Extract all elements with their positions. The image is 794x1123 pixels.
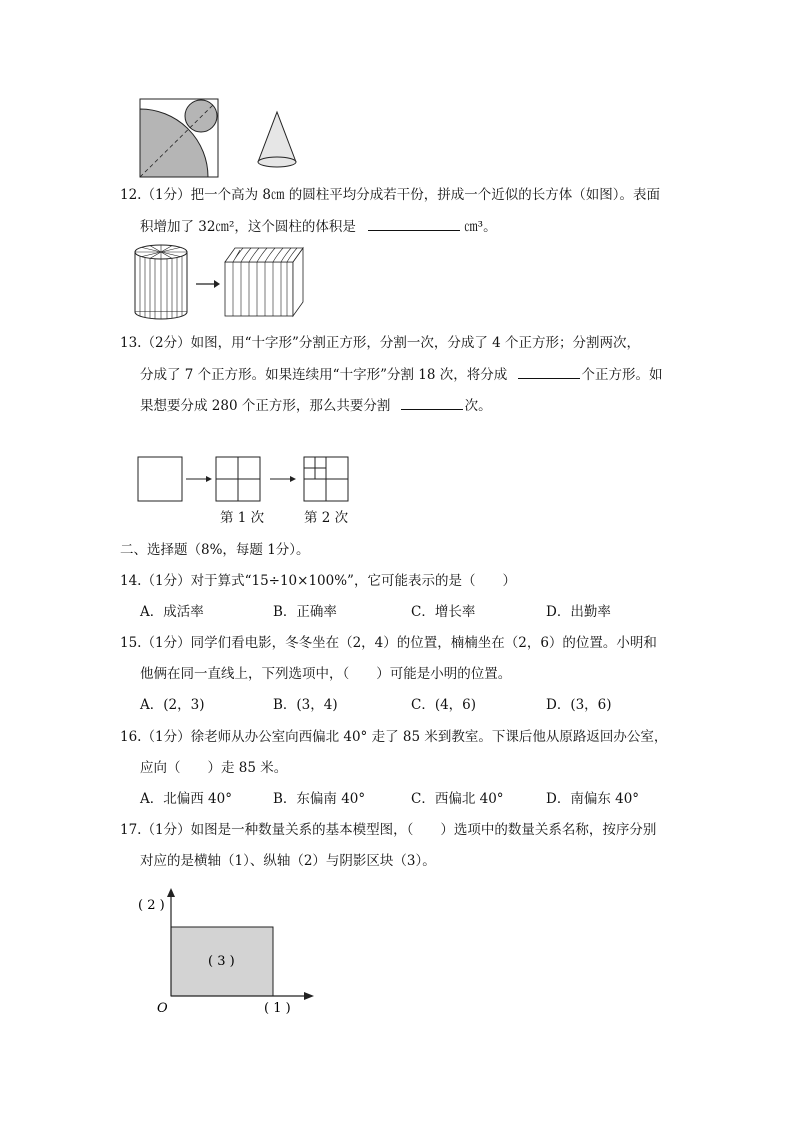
q11-figure	[130, 92, 330, 182]
q13-figure	[130, 450, 360, 506]
option-c[interactable]: C．增长率	[411, 604, 476, 620]
cuboid	[225, 248, 303, 316]
option-a[interactable]: A．成活率	[140, 604, 204, 620]
arrow-right-icon	[186, 476, 212, 482]
q17-line1	[120, 820, 656, 840]
caption-step-1: 第 1 次	[220, 510, 265, 526]
question-text: 同学们看电影，冬冬坐在（2，4）的位置，楠楠坐在（2，6）的位置。小明和	[190, 635, 657, 651]
question-text: 次。	[464, 398, 492, 414]
question-score: （1分）	[141, 729, 191, 745]
option-b[interactable]: B．正确率	[273, 604, 337, 620]
question-number: 15.	[120, 635, 142, 651]
q17-line2: 对应的是横轴（1）、纵轴（2）与阴影区块（3）。	[140, 853, 436, 869]
question-text: 徐老师从办公室向西偏北 40° 走了 85 米到教室。下课后他从原路返回办公室，	[190, 729, 668, 745]
x-axis-label: ( 1 )	[264, 1001, 291, 1016]
section-title: 二、选择题（8%，每题 1分）。	[120, 542, 310, 558]
q13-line1	[120, 333, 640, 353]
unit-text: ㎝³。	[464, 219, 497, 235]
question-score: （1分）	[141, 573, 191, 589]
question-score: （1分）	[141, 822, 191, 838]
y-axis-label: ( 2 )	[138, 898, 165, 913]
question-number: 12.	[120, 187, 142, 203]
question-number: 17.	[120, 822, 142, 838]
q17-figure	[130, 885, 330, 1020]
small-circle	[185, 100, 217, 132]
option-d[interactable]: D．南偏东 40°	[546, 791, 640, 807]
cone-base	[258, 157, 296, 167]
q15-line2: 他俩在同一直线上，下列选项中，（ ）可能是小明的位置。	[140, 666, 512, 682]
q13-line3	[140, 395, 492, 416]
q13-line2	[140, 364, 663, 385]
option-a[interactable]: A．(2，3)	[140, 697, 205, 713]
option-d[interactable]: D．(3，6)	[546, 697, 612, 713]
region-label: ( 3 )	[208, 954, 235, 969]
question-number: 16.	[120, 729, 142, 745]
answer-blank[interactable]	[368, 216, 460, 231]
q16-line2: 应向（ ）走 85 米。	[140, 760, 288, 776]
q12-line2	[140, 216, 497, 237]
cylinder	[135, 245, 187, 319]
arrow-right-icon	[196, 280, 220, 288]
q14-stem	[120, 571, 516, 591]
question-text: 如图是一种数量关系的基本模型图，（ ）选项中的数量关系名称，按序分别	[190, 822, 657, 838]
option-c[interactable]: C．西偏北 40°	[411, 791, 504, 807]
q12-line1	[120, 185, 660, 205]
question-number: 13.	[120, 335, 142, 351]
question-text: 个正方形。如	[581, 367, 663, 383]
question-score: （1分）	[141, 635, 191, 651]
square-step-2	[304, 457, 348, 501]
question-text: 分成了 7 个正方形。如果连续用“十字形”分割 18 次，将分成	[140, 367, 508, 383]
option-a[interactable]: A．北偏西 40°	[140, 791, 232, 807]
square-step-1	[216, 457, 260, 501]
q15-line1	[120, 633, 657, 653]
option-d[interactable]: D．出勤率	[546, 604, 611, 620]
arrow-right-icon	[270, 476, 296, 482]
question-text: 果想要分成 280 个正方形，那么共要分割	[140, 398, 391, 414]
question-text: 把一个高为 8㎝ 的圆柱平均分成若干份，拼成一个近似的长方体（如图）。表面	[190, 187, 660, 203]
option-b[interactable]: B．(3，4)	[273, 697, 338, 713]
question-number: 14.	[120, 573, 142, 589]
question-text: 积增加了 32㎝²，这个圆柱的体积是	[140, 219, 356, 235]
question-score: （1分）	[141, 187, 191, 203]
question-score: （2分）	[141, 335, 191, 351]
question-text: 对于算式“15÷10×100%”，它可能表示的是（ ）	[190, 573, 516, 589]
caption-step-2: 第 2 次	[304, 510, 349, 526]
cone-body	[258, 112, 296, 162]
square-step-0	[138, 457, 182, 501]
origin-label: O	[157, 1001, 168, 1016]
q16-line1	[120, 727, 667, 747]
answer-blank[interactable]	[401, 395, 463, 410]
question-text: 如图，用“十字形”分割正方形，分割一次，分成了 4 个正方形；分割两次，	[190, 335, 641, 351]
answer-blank[interactable]	[518, 364, 580, 379]
option-c[interactable]: C．(4，6)	[411, 697, 477, 713]
option-b[interactable]: B．东偏南 40°	[273, 791, 366, 807]
q12-figure	[130, 240, 320, 320]
